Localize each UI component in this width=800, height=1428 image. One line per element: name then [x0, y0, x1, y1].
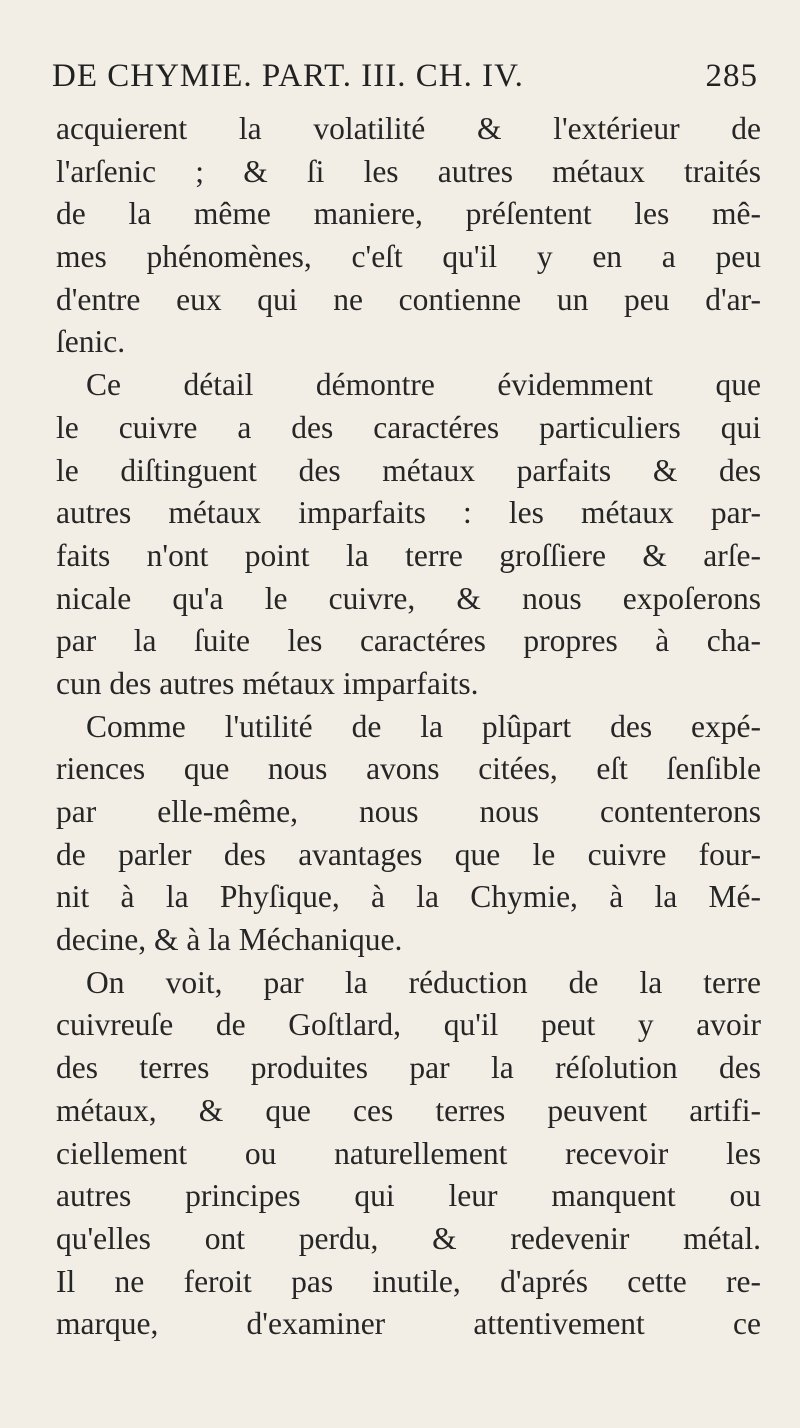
text-line: d'entre eux qui ne contienne un peu d'ar-	[56, 281, 761, 317]
text-line: marque, d'examiner attentivement ce	[56, 1306, 761, 1342]
text-line: faits n'ont point la terre groſſiere & arſe-	[56, 537, 761, 573]
body-text	[56, 108, 761, 1346]
text-line: le cuivre a des caractéres particuliers qui	[56, 409, 761, 445]
text-line: riences que nous avons citées, eſt ſenſible	[56, 751, 761, 787]
paragraph-start-line: Comme l'utilité de la plûpart des expé-	[86, 708, 761, 744]
text-line: decine, & à la Méchanique.	[56, 922, 403, 958]
text-line: de parler des avantages que le cuivre four-	[56, 836, 761, 872]
text-line: par elle-même, nous nous contenterons	[56, 794, 761, 829]
text-line: acquierent la volatilité & l'extérieur de	[56, 111, 761, 146]
text-line: par la ſuite les caractéres propres à cha-	[56, 623, 761, 659]
text-line: cuivreuſe de Goſtlard, qu'il peut y avoir	[56, 1007, 761, 1043]
text-line: des terres produites par la réſolution des	[56, 1050, 761, 1086]
paragraph-start-line: On voit, par la réduction de la terre	[86, 964, 761, 1000]
text-line: mes phénomènes, c'eſt qu'il y en a peu	[56, 239, 761, 275]
text-line: de la même maniere, préſentent les mê-	[56, 196, 761, 232]
text-line: l'arſenic ; & ſi les autres métaux traités	[56, 153, 761, 189]
text-line: nit à la Phyſique, à la Chymie, à la Mé-	[56, 879, 761, 915]
text-line: le diſtinguent des métaux parfaits & des	[56, 452, 761, 488]
paragraph-start-line: Ce détail démontre évidemment que	[86, 367, 761, 403]
text-line: Il ne feroit pas inutile, d'aprés cette re-	[56, 1263, 761, 1299]
text-line: autres principes qui leur manquent ou	[56, 1178, 761, 1214]
text-line: qu'elles ont perdu, & redevenir métal.	[56, 1220, 761, 1256]
text-line: ciellement ou naturellement recevoir les	[56, 1135, 761, 1171]
text-line: cun des autres métaux imparfaits.	[56, 665, 479, 701]
text-line: autres métaux imparfaits : les métaux par-	[56, 495, 761, 531]
text-line: métaux, & que ces terres peuvent artifi-	[56, 1092, 761, 1128]
text-line: nicale qu'a le cuivre, & nous expoſerons	[56, 580, 761, 616]
running-head-title: DE CHYMIE. PART. III. CH. IV.	[52, 58, 524, 94]
page-number: 285	[705, 58, 758, 94]
text-line: ſenic.	[56, 324, 126, 360]
